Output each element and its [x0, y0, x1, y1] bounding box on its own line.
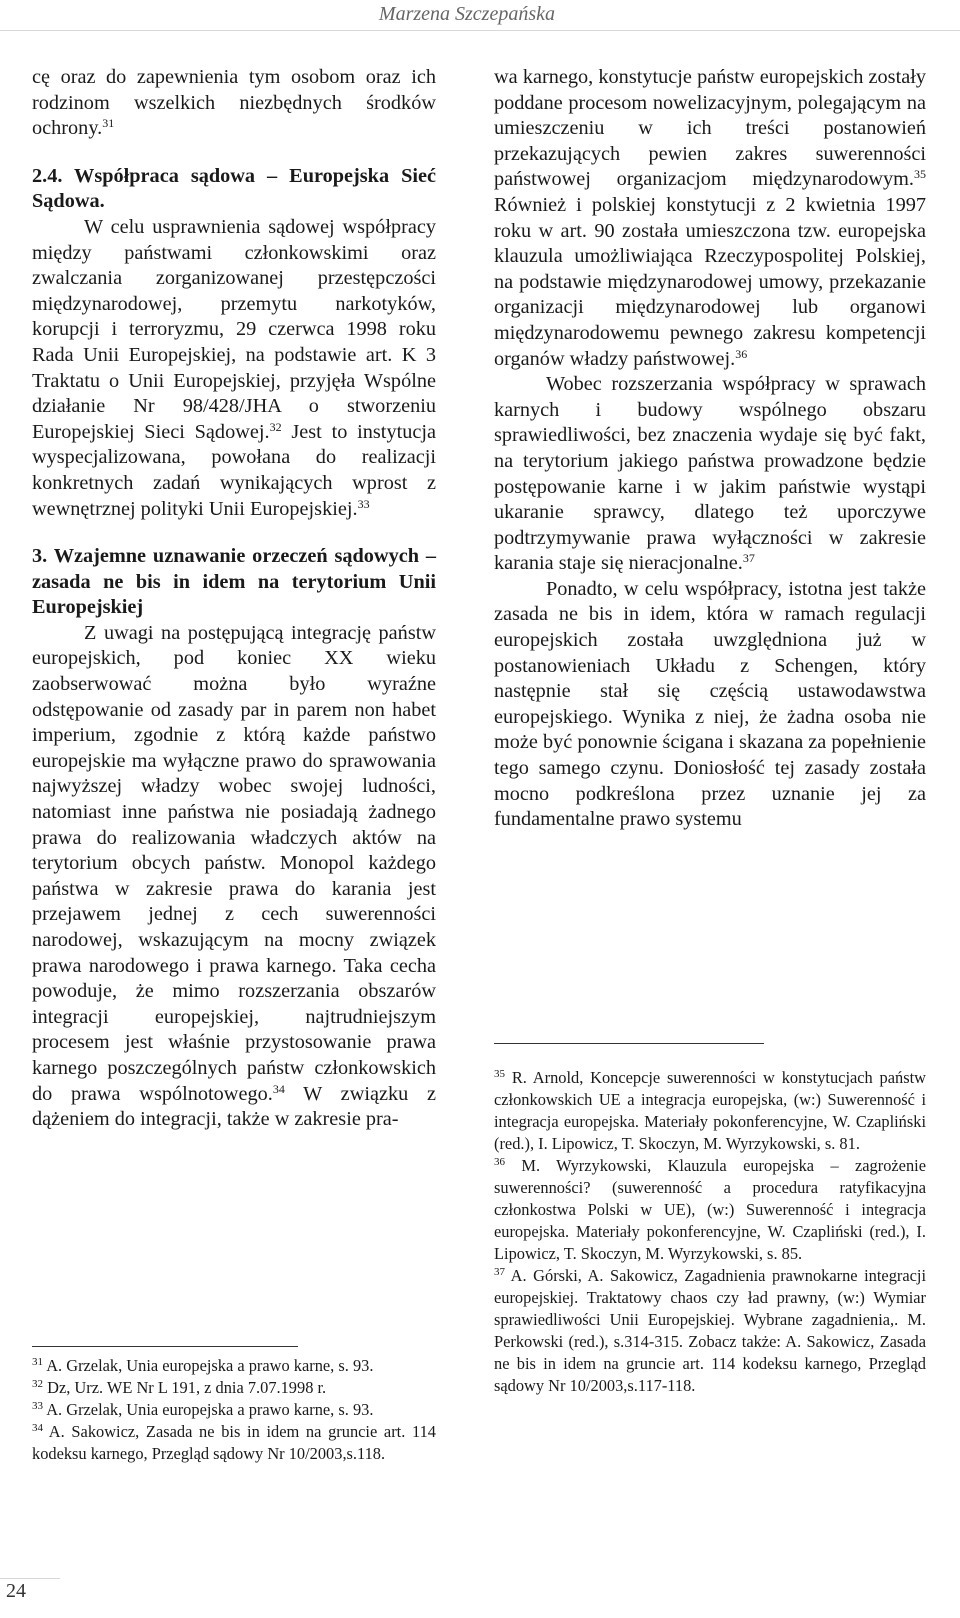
footnote-item: $^{33}$ A. Grzelak, Unia europejska a prawo karne, s. 93.: [32, 1400, 374, 1419]
paragraph-integration: Z uwagi na postępującą integrację państw europejskich, pod koniec XX wieku zaobserwować można było wyraźne odstępowanie od zasady par in parem non habet imperium, zgodnie z którą każde państwo europejskie ma wyłączne prawo do sprawowania najwyższej władzy wobec swojej ludności, natomiast inne państwa nie posiadają żadnego prawa do realizowania władczych aktów na terytorium obcych państw. Monopol każdego państwa w zakresie prawa do karania jest przejawem jednej z cech suwerenności narodowej, wskazującym na mocny związek prawa narodowego i prawa karnego. Taka cecha powoduje, że mimo rozszerzania obszarów integracji europejskiej, najtrudniejszym procesem jest właśnie przystosowanie prawa karnego poszczególnych państw członkowskich do prawa wspólnotowego.$^{34}$ W związku z dążeniem do integracji, także w zakresie pra-: [32, 621, 436, 1131]
footnote-item: $^{37}$ A. Górski, A. Sakowicz, Zagadnienia prawnokarne integracji europejskiej. Traktatowy chaos czy ład prawny, (w:) Wymiar sprawiedliwości Unii Europejskiej. Wybrane zagadnienia,. M. Perkowski (red.), s.314-315. Zobacz także: A. Sakowicz, Zasada ne bis in idem na gruncie art. 114 kodeksu karnego, Przegląd sądowy Nr 10/2003,s.117-118.: [494, 1266, 927, 1395]
footnote-ref-31[interactable]: 31: [102, 116, 115, 131]
footnote-item: $^{35}$ R. Arnold, Koncepcje suwerenności w konstytucjach państw członkowskich UE a integracja europejska, (w:) Suwerenność i integracja europejska. Materiały pokonferencyjne, W. Czapliński (red.), I. Lipowicz, T. Skoczyn, M. Wyrzykowski, s. 81.: [494, 1068, 926, 1153]
footnote-ref-32[interactable]: 32: [269, 419, 282, 434]
section-heading-3: 3. Wzajemne uznawanie orzeczeń sądowych – zasada ne bis in idem na terytorium Unii Europejskiej: [32, 545, 436, 619]
footnote-item: $^{36}$ M. Wyrzykowski, Klauzula europejska – zagrożenie suwerenności? (suwerenność a procedura ratyfikacyjna członkostwa Polski w UE), (w:) Suwerenność i integracja europejska. Materiały pokonferencyjne, W. Czapliński (red.), I. Lipowicz, T. Skoczyn, M. Wyrzykowski, s. 85.: [494, 1156, 926, 1263]
paragraph-constitutions: wa karnego, konstytucje państw europejskich zostały poddane procesom nowelizacyjnym, polegającym na umieszczeniu w ich treści postanowień przekazujących pewien zakres suwerenności państwowej organizacjom międzynarodowym.$^{35}$ Również i polskiej konstytucji z 2 kwietnia 1997 roku w art. 90 została umieszczona tzw. europejska klauzula umożliwiająca Rzeczypospolitej Polskiej, na podstawie międzynarodowej umowy, przekazanie organizacji międzynarodowej lub organowi międzynarodowemu pewnego zakresu kompetencji organów władzy państwowej.$^{36}$: [494, 66, 926, 370]
footnote-ref-36[interactable]: 36: [735, 346, 748, 361]
footnote-ref-34[interactable]: 34: [272, 1081, 285, 1096]
right-column: [494, 65, 926, 833]
header-author: Marzena Szczepańska: [378, 3, 555, 25]
left-column: [32, 65, 436, 1133]
footnote-item: $^{34}$ A. Sakowicz, Zasada ne bis in idem na gruncie art. 114 kodeksu karnego, Przegląd sądowy Nr 10/2003,s.118.: [32, 1422, 436, 1463]
footnote-item: $^{32}$ Dz, Urz. WE Nr L 191, z dnia 7.07.1998 r.: [32, 1378, 327, 1397]
paragraph-ne-bis-in-idem: Ponadto, w celu współpracy, istotna jest także zasada ne bis in idem, która w ramach regulacji europejskich została uwzględniona już w postanowieniach Układu z Schengen, który następnie stał się częścią ustawodawstwa europejskiego. Wynika z niej, że żadna osoba nie może być ponownie ścigana i skazana za popełnienie tego samego czynu. Doniosłość tej zasady została mocno podkreślona przez uznanie jej za fundamentalne prawo systemu: [494, 577, 926, 831]
footnotes-right: [494, 1067, 926, 1397]
section-heading-2-4: 2.4. Współpraca sądowa – Europejska Sieć Sądowa.: [32, 164, 436, 213]
footnote-ref-35[interactable]: 35: [914, 167, 926, 182]
footnote-separator-left: [32, 1346, 298, 1347]
footnotes-left: [32, 1355, 436, 1465]
paragraph-ejs: W celu usprawnienia sądowej współpracy między państwami członkowskimi oraz zwalczania zorganizowanej przestępczości międzynarodowej, przemytu narkotyków, korupcji i terroryzmu, 29 czerwca 1998 roku Rada Unii Europejskiej, na podstawie art. K 3 Traktatu o Unii Europejskiej, przyjęła Wspólne działanie Nr 98/428/JHA o stworzeniu Europejskiej Sieci Sądowej.$^{32}$ Jest to instytucja wyspecjalizowana, powołana do realizacji konkretnych zadań wynikających wprost z wewnętrznej polityki Unii Europejskiej.$^{33}$: [32, 215, 436, 520]
footnote-item: $^{31}$ A. Grzelak, Unia europejska a prawo karne, s. 93.: [32, 1356, 374, 1375]
footnote-ref-33[interactable]: 33: [357, 496, 370, 511]
running-header: [0, 0, 960, 31]
paragraph-continuation: cę oraz do zapewnienia tym osobom oraz ich rodzinom wszelkich niezbędnych środków ochrony.$^{31}$: [32, 66, 436, 140]
footnote-ref-37[interactable]: 37: [742, 551, 755, 566]
paragraph-cooperation: Wobec rozszerzania współpracy w sprawach karnych i budowy wspólnego obszaru sprawiedliwości, bez znaczenia wydaje się być fakt, na terytorium jakiego państwa prowadzone będzie postępowanie karne i w jakim państwie wystąpi ukaranie sprawcy, dlatego też uporczywe podtrzymywanie prawa wyłączności w zakresie karania staje się nieracjonalne.$^{37}$: [494, 373, 926, 575]
page-number: 24: [6, 1580, 26, 1602]
footnote-separator-right: [494, 1043, 764, 1044]
page-number-box: [0, 1578, 60, 1618]
